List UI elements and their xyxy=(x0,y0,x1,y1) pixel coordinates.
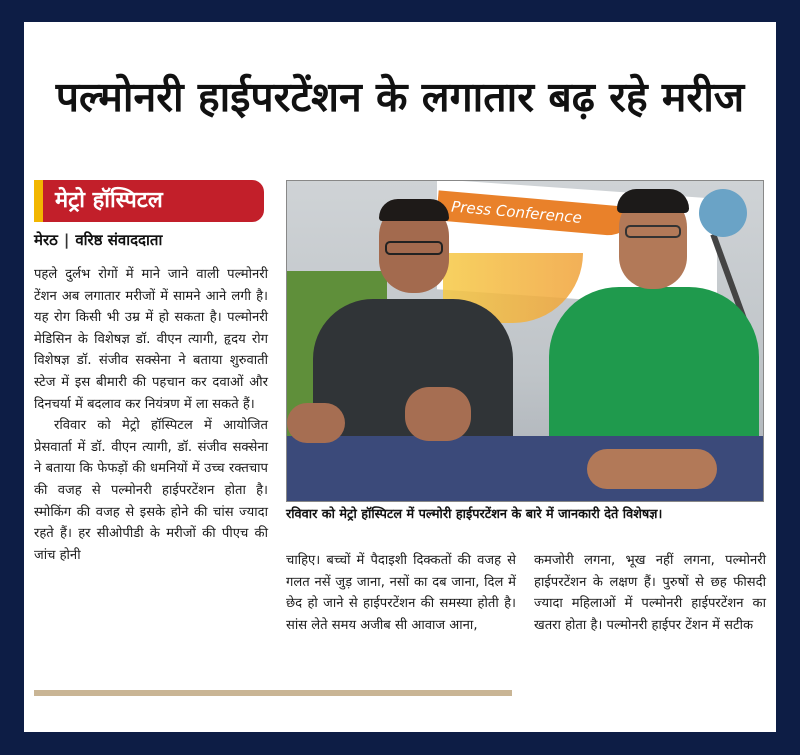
microphone-icon xyxy=(699,189,747,237)
article-paragraph-4: कमजोरी लगना, भूख नहीं लगना, पल्मोनरी हाईपरटेंशन के लक्षण हैं। पुरुषों से छह फीसदी ज्यादा महिलाओं में पल्मोनरी हाईपरटेंशन का खतरा होता है। पल्मोनरी हाईपर टेंशन में सटीक xyxy=(534,553,766,633)
byline xyxy=(34,230,162,250)
headline: पल्मोनरी हाईपरटेंशन के लगातार बढ़ रहे मरीज xyxy=(55,73,745,121)
speaker-left-hand-2 xyxy=(405,387,471,441)
photo-caption: रविवार को मेट्रो हॉस्पिटल में पल्मोरी हाईपरटेंशन के बारे में जानकारी देते विशेषज्ञ। xyxy=(286,507,663,522)
speaker-right-glasses xyxy=(625,225,681,238)
newspaper-clipping xyxy=(24,22,776,732)
article-paragraph-1: पहले दुर्लभ रोगों में माने जाने वाली पल्मोनरी टेंशन अब लगातार मरीजों में सामने आने लगी है। यह रोग किसी भी उम्र में हो सकता है। पल्मोनरी मेडिसिन के विशेषज्ञ डॉ. वीएन त्यागी, हृदय रोग विशेषज्ञ डॉ. संजीव सक्सेना ने बताया शुरुवाती स्टेज में इस बीमारी की पहचान कर दवाओं और दिनचर्या में बदलाव कर नियंत्रण में ला सकते हैं। xyxy=(34,267,268,412)
speaker-left-hand-1 xyxy=(287,403,345,443)
article-paragraph-2: रविवार को मेट्रो हॉस्पिटल में आयोजित प्रेसवार्ता में डॉ. वीएन त्यागी, डॉ. संजीव सक्सेना ने बताया कि फेफड़ों की धमनियों में उच्च रक्तचाप की वजह से पल्मोनरी हाईपरटेंशन होता है। स्मोकिंग की वजह से इसके होने की चांस ज्यादा रहते हैं। हर सीओपीडी के मरीजों की पीएच की जांच होनी xyxy=(34,418,268,563)
article-column-2 xyxy=(286,550,516,636)
speaker-left-hair xyxy=(379,199,449,221)
section-tag: मेट्रो हॉस्पिटल xyxy=(34,180,264,222)
article-column-1 xyxy=(34,264,268,566)
article-paragraph-3: चाहिए। बच्चों में पैदाइशी दिक्कतों की वजह से गलत नसें जुड़ जाना, नसों का दब जाना, दिल में छेद हो जाने से हाईपरटेंशन की समस्या होती है। सांस लेते समय अजीब सी आवाज आना, xyxy=(286,553,516,633)
byline-separator: | xyxy=(63,231,70,249)
byline-reporter: वरिष्ठ संवाददाता xyxy=(75,231,163,249)
speaker-left-glasses xyxy=(385,241,443,255)
photo-banner-text: Press Conference xyxy=(436,190,638,237)
speaker-right-hair xyxy=(617,189,689,213)
bottom-rule xyxy=(34,690,512,696)
speaker-right-hands xyxy=(587,449,717,489)
article-column-3 xyxy=(534,550,766,636)
press-conference-photo xyxy=(286,180,764,502)
byline-city: मेरठ xyxy=(34,231,58,249)
